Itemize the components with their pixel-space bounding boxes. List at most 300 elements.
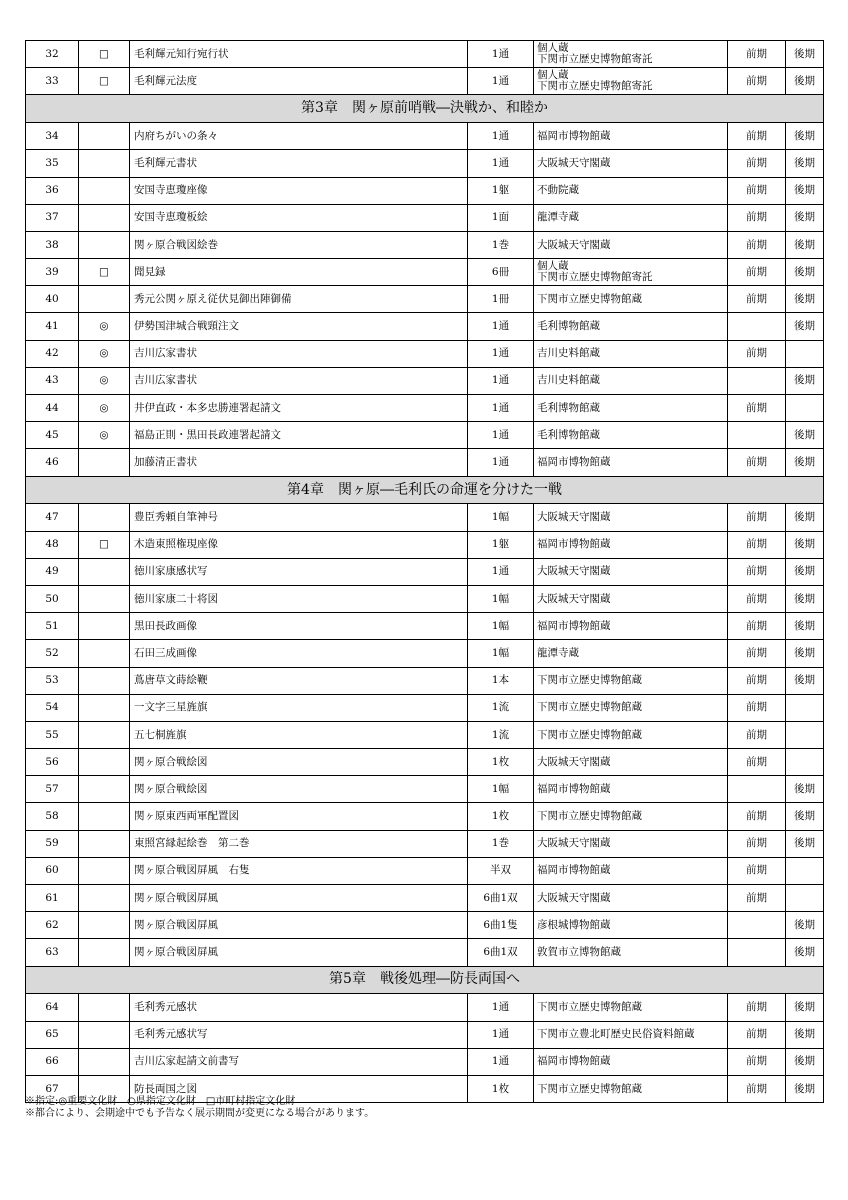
- designation-mark: [79, 857, 130, 884]
- early-period: 前期: [728, 585, 786, 612]
- item-owner: [534, 422, 728, 449]
- table-row: [26, 313, 824, 340]
- schedule-change-note: ※都合により、会期途中でも予告なく展示期間が変更になる場合があります。: [25, 1108, 375, 1119]
- owner-line: 福岡市博物館蔵: [537, 129, 611, 142]
- early-period: 前期: [728, 885, 786, 912]
- owner-line: 下関市立歴史博物館蔵: [537, 701, 642, 714]
- late-period: [786, 857, 824, 884]
- table-row: [26, 803, 824, 830]
- late-period: 後期: [786, 912, 824, 939]
- table-row: [26, 1048, 824, 1075]
- late-period: 後期: [786, 313, 824, 340]
- item-title: 関ヶ原合戦図屏風: [130, 885, 468, 912]
- early-period: [728, 367, 786, 394]
- table-row: [26, 177, 824, 204]
- item-title: 豊臣秀頼自筆神号: [130, 504, 468, 531]
- owner-line: 吉川史料館蔵: [537, 374, 600, 387]
- item-owner: [534, 504, 728, 531]
- early-period: [728, 422, 786, 449]
- owner-line: 下関市立歴史博物館蔵: [537, 728, 642, 741]
- owner-line: 大阪城天守閣蔵: [537, 891, 611, 904]
- early-period: 前期: [728, 504, 786, 531]
- item-owner: [534, 1021, 728, 1048]
- designation-mark: [79, 204, 130, 231]
- item-quantity: 1通: [468, 123, 534, 150]
- late-period: 後期: [786, 204, 824, 231]
- early-period: [728, 313, 786, 340]
- item-owner: [534, 531, 728, 558]
- owner-line: 大阪城天守閣蔵: [537, 837, 611, 850]
- early-period: 前期: [728, 231, 786, 258]
- item-quantity: 1本: [468, 667, 534, 694]
- designation-mark: [79, 803, 130, 830]
- chapter-title: 第4章 関ヶ原―毛利氏の命運を分けた一戦: [26, 476, 824, 504]
- table-row: [26, 885, 824, 912]
- table-row: [26, 150, 824, 177]
- designation-mark: [79, 150, 130, 177]
- item-number: 59: [26, 830, 79, 857]
- owner-line: 下関市立歴史博物館蔵: [537, 1082, 642, 1095]
- designation-mark: ◎: [79, 422, 130, 449]
- designation-mark: □: [79, 531, 130, 558]
- early-period: [728, 776, 786, 803]
- table-row: [26, 422, 824, 449]
- item-title: 井伊直政・本多忠勝連署起請文: [130, 395, 468, 422]
- item-owner: [534, 367, 728, 394]
- item-quantity: 1通: [468, 994, 534, 1021]
- owner-line: 吉川史料館蔵: [537, 347, 600, 360]
- footnotes: [25, 1096, 374, 1120]
- item-number: 58: [26, 803, 79, 830]
- item-number: 37: [26, 204, 79, 231]
- item-quantity: 半双: [468, 857, 534, 884]
- item-number: 60: [26, 857, 79, 884]
- late-period: [786, 395, 824, 422]
- designation-mark: [79, 885, 130, 912]
- item-owner: [534, 150, 728, 177]
- early-period: 前期: [728, 694, 786, 721]
- late-period: [786, 749, 824, 776]
- item-quantity: 1通: [468, 395, 534, 422]
- late-period: [786, 340, 824, 367]
- item-number: 65: [26, 1021, 79, 1048]
- item-number: 39: [26, 259, 79, 286]
- item-quantity: 6曲1双: [468, 939, 534, 966]
- item-number: 62: [26, 912, 79, 939]
- item-owner: [534, 721, 728, 748]
- exhibit-rows: [26, 41, 824, 1103]
- item-quantity: 1幅: [468, 504, 534, 531]
- early-period: 前期: [728, 994, 786, 1021]
- late-period: 後期: [786, 558, 824, 585]
- late-period: 後期: [786, 1021, 824, 1048]
- item-owner: [534, 259, 728, 286]
- table-row: [26, 68, 824, 95]
- early-period: 前期: [728, 123, 786, 150]
- early-period: 前期: [728, 204, 786, 231]
- designation-legend-note: ※指定:◎重要文化財 ○県指定文化財 □市町村指定文化財: [25, 1096, 296, 1107]
- item-title: 関ヶ原合戦絵図: [130, 749, 468, 776]
- late-period: 後期: [786, 150, 824, 177]
- item-title: 吉川広家書状: [130, 340, 468, 367]
- owner-line: 大阪城天守閣蔵: [537, 511, 611, 523]
- item-quantity: 1幅: [468, 776, 534, 803]
- owner-line: 大阪城天守閣蔵: [537, 156, 611, 169]
- late-period: 後期: [786, 830, 824, 857]
- item-title: 黒田長政画像: [130, 613, 468, 640]
- item-title: 関ヶ原東西両軍配置図: [130, 803, 468, 830]
- item-title: 内府ちがいの条々: [130, 123, 468, 150]
- early-period: 前期: [728, 1075, 786, 1102]
- item-owner: [534, 123, 728, 150]
- item-owner: [534, 694, 728, 721]
- designation-mark: ◎: [79, 340, 130, 367]
- item-owner: [534, 231, 728, 258]
- item-quantity: 1通: [468, 340, 534, 367]
- item-owner: [534, 749, 728, 776]
- early-period: 前期: [728, 68, 786, 95]
- owner-line: 大阪城天守閣蔵: [537, 592, 611, 605]
- item-title: 防長両国之図: [130, 1075, 468, 1102]
- late-period: 後期: [786, 68, 824, 95]
- item-title: 毛利秀元感状: [130, 994, 468, 1021]
- early-period: 前期: [728, 531, 786, 558]
- owner-line: 大阪城天守閣蔵: [537, 565, 611, 578]
- item-number: 44: [26, 395, 79, 422]
- item-quantity: 1幅: [468, 585, 534, 612]
- owner-line: 個人蔵: [537, 260, 569, 273]
- item-owner: [534, 939, 728, 966]
- owner-line: 毛利博物館蔵: [537, 428, 600, 441]
- item-quantity: 1面: [468, 204, 534, 231]
- item-quantity: 1通: [468, 449, 534, 476]
- item-quantity: 1巻: [468, 231, 534, 258]
- table-row: [26, 531, 824, 558]
- early-period: 前期: [728, 857, 786, 884]
- chapter-header-row: [26, 966, 824, 994]
- early-period: 前期: [728, 558, 786, 585]
- item-owner: [534, 286, 728, 313]
- early-period: 前期: [728, 449, 786, 476]
- item-number: 64: [26, 994, 79, 1021]
- table-row: [26, 449, 824, 476]
- early-period: 前期: [728, 613, 786, 640]
- owner-line: 下関市立歴史博物館寄託: [537, 53, 653, 66]
- table-row: [26, 123, 824, 150]
- item-title: 木造東照権現座像: [130, 531, 468, 558]
- designation-mark: [79, 558, 130, 585]
- early-period: 前期: [728, 830, 786, 857]
- item-owner: [534, 994, 728, 1021]
- item-number: 47: [26, 504, 79, 531]
- early-period: 前期: [728, 259, 786, 286]
- item-title: 毛利秀元感状写: [130, 1021, 468, 1048]
- early-period: 前期: [728, 340, 786, 367]
- designation-mark: [79, 177, 130, 204]
- item-number: 45: [26, 422, 79, 449]
- item-number: 56: [26, 749, 79, 776]
- item-quantity: 1通: [468, 41, 534, 68]
- item-title: 関ヶ原合戦図絵巻: [130, 231, 468, 258]
- item-number: 63: [26, 939, 79, 966]
- late-period: 後期: [786, 531, 824, 558]
- designation-mark: [79, 830, 130, 857]
- table-row: [26, 749, 824, 776]
- item-owner: [534, 640, 728, 667]
- late-period: 後期: [786, 449, 824, 476]
- owner-line: 個人蔵: [537, 42, 569, 55]
- item-title: 東照宮縁起絵巻 第二巻: [130, 830, 468, 857]
- table-row: [26, 340, 824, 367]
- item-owner: [534, 667, 728, 694]
- owner-line: 龍潭寺蔵: [537, 211, 579, 224]
- table-row: [26, 912, 824, 939]
- owner-line: 福岡市博物館蔵: [537, 619, 611, 632]
- item-quantity: 1通: [468, 367, 534, 394]
- table-row: [26, 1021, 824, 1048]
- item-number: 54: [26, 694, 79, 721]
- item-title: 秀元公関ヶ原え従伏見御出陣御備: [130, 286, 468, 313]
- item-quantity: 1巻: [468, 830, 534, 857]
- late-period: 後期: [786, 1048, 824, 1075]
- item-title: 吉川広家起請文前書写: [130, 1048, 468, 1075]
- item-title: 一文字三星旌旗: [130, 694, 468, 721]
- item-quantity: 1躯: [468, 177, 534, 204]
- item-number: 53: [26, 667, 79, 694]
- owner-line: 福岡市博物館蔵: [537, 538, 611, 551]
- late-period: 後期: [786, 939, 824, 966]
- owner-line: 敦賀市立博物館蔵: [537, 946, 621, 958]
- table-row: [26, 721, 824, 748]
- item-owner: [534, 558, 728, 585]
- item-owner: [534, 395, 728, 422]
- owner-line: 下関市立歴史博物館寄託: [537, 80, 653, 93]
- late-period: 後期: [786, 422, 824, 449]
- table-row: [26, 640, 824, 667]
- early-period: 前期: [728, 150, 786, 177]
- late-period: 後期: [786, 286, 824, 313]
- item-number: 67: [26, 1075, 79, 1102]
- table-row: [26, 286, 824, 313]
- item-title: 関ヶ原合戦図屏風 右隻: [130, 857, 468, 884]
- item-quantity: 1幅: [468, 640, 534, 667]
- designation-mark: □: [79, 259, 130, 286]
- item-number: 57: [26, 776, 79, 803]
- early-period: 前期: [728, 721, 786, 748]
- early-period: 前期: [728, 286, 786, 313]
- item-title: 毛利輝元知行宛行状: [130, 41, 468, 68]
- item-quantity: 1通: [468, 1021, 534, 1048]
- item-quantity: 1枚: [468, 1075, 534, 1102]
- item-number: 40: [26, 286, 79, 313]
- table-row: [26, 667, 824, 694]
- item-title: 聞見録: [130, 259, 468, 286]
- item-owner: [534, 1075, 728, 1102]
- late-period: 後期: [786, 613, 824, 640]
- designation-mark: ◎: [79, 313, 130, 340]
- item-number: 32: [26, 41, 79, 68]
- item-quantity: 1通: [468, 68, 534, 95]
- item-number: 49: [26, 558, 79, 585]
- item-title: 毛利輝元書状: [130, 150, 468, 177]
- item-owner: [534, 204, 728, 231]
- owner-line: 下関市立豊北町歴史民俗資料館蔵: [537, 1028, 695, 1041]
- early-period: 前期: [728, 1048, 786, 1075]
- designation-mark: [79, 749, 130, 776]
- exhibit-table: [25, 40, 824, 1103]
- owner-line: 不動院蔵: [537, 184, 579, 197]
- item-owner: [534, 177, 728, 204]
- item-owner: [534, 885, 728, 912]
- item-quantity: 1通: [468, 558, 534, 585]
- owner-line: 福岡市博物館蔵: [537, 1055, 611, 1068]
- early-period: 前期: [728, 667, 786, 694]
- table-row: [26, 395, 824, 422]
- item-owner: [534, 857, 728, 884]
- late-period: 後期: [786, 504, 824, 531]
- item-number: 34: [26, 123, 79, 150]
- table-row: [26, 231, 824, 258]
- owner-line: 下関市立歴史博物館蔵: [537, 292, 642, 305]
- late-period: 後期: [786, 177, 824, 204]
- item-owner: [534, 340, 728, 367]
- owner-line: 下関市立歴史博物館寄託: [537, 271, 653, 284]
- early-period: 前期: [728, 640, 786, 667]
- item-owner: [534, 803, 728, 830]
- chapter-title: 第3章 関ヶ原前哨戦―決戦か、和睦か: [26, 95, 824, 123]
- designation-mark: [79, 939, 130, 966]
- late-period: 後期: [786, 585, 824, 612]
- table-row: [26, 939, 824, 966]
- item-number: 66: [26, 1048, 79, 1075]
- item-number: 35: [26, 150, 79, 177]
- designation-mark: [79, 504, 130, 531]
- table-row: [26, 367, 824, 394]
- owner-line: 個人蔵: [537, 69, 569, 82]
- item-number: 61: [26, 885, 79, 912]
- chapter-title: 第5章 戦後処理―防長両国へ: [26, 966, 824, 994]
- owner-line: 福岡市博物館蔵: [537, 864, 611, 877]
- early-period: 前期: [728, 1021, 786, 1048]
- item-title: 徳川家康二十将図: [130, 585, 468, 612]
- item-number: 46: [26, 449, 79, 476]
- table-row: [26, 558, 824, 585]
- item-quantity: 1枚: [468, 803, 534, 830]
- designation-mark: [79, 585, 130, 612]
- designation-mark: [79, 994, 130, 1021]
- table-row: [26, 857, 824, 884]
- early-period: 前期: [728, 803, 786, 830]
- designation-mark: [79, 449, 130, 476]
- late-period: 後期: [786, 41, 824, 68]
- item-title: 関ヶ原合戦図屏風: [130, 912, 468, 939]
- item-quantity: 6曲1双: [468, 885, 534, 912]
- item-title: 福島正則・黒田長政連署起請文: [130, 422, 468, 449]
- designation-mark: [79, 613, 130, 640]
- item-title: 徳川家康感状写: [130, 558, 468, 585]
- item-title: 毛利輝元法度: [130, 68, 468, 95]
- table-row: [26, 504, 824, 531]
- item-number: 42: [26, 340, 79, 367]
- owner-line: 彦根城博物館蔵: [537, 918, 611, 931]
- item-title: 関ヶ原合戦絵図: [130, 776, 468, 803]
- owner-line: 福岡市博物館蔵: [537, 782, 611, 795]
- designation-mark: [79, 1021, 130, 1048]
- item-quantity: 1枚: [468, 749, 534, 776]
- late-period: 後期: [786, 259, 824, 286]
- item-owner: [534, 41, 728, 68]
- item-quantity: 1冊: [468, 286, 534, 313]
- late-period: [786, 694, 824, 721]
- item-title: 安国寺恵瓊板絵: [130, 204, 468, 231]
- late-period: 後期: [786, 231, 824, 258]
- item-title: 五七桐旌旗: [130, 721, 468, 748]
- designation-mark: [79, 640, 130, 667]
- item-number: 33: [26, 68, 79, 95]
- item-quantity: 1流: [468, 694, 534, 721]
- item-owner: [534, 613, 728, 640]
- late-period: 後期: [786, 123, 824, 150]
- item-quantity: 1幅: [468, 613, 534, 640]
- exhibit-list-sheet: [25, 40, 823, 1103]
- late-period: 後期: [786, 776, 824, 803]
- late-period: 後期: [786, 640, 824, 667]
- item-quantity: 6曲1隻: [468, 912, 534, 939]
- item-quantity: 1通: [468, 1048, 534, 1075]
- designation-mark: [79, 231, 130, 258]
- item-number: 50: [26, 585, 79, 612]
- table-row: [26, 776, 824, 803]
- item-number: 36: [26, 177, 79, 204]
- item-number: 43: [26, 367, 79, 394]
- item-title: 吉川広家書状: [130, 367, 468, 394]
- early-period: [728, 912, 786, 939]
- early-period: [728, 939, 786, 966]
- item-title: 蔦唐草文蒔絵鞭: [130, 667, 468, 694]
- item-number: 51: [26, 613, 79, 640]
- late-period: 後期: [786, 667, 824, 694]
- item-owner: [534, 1048, 728, 1075]
- chapter-header-row: [26, 95, 824, 123]
- item-quantity: 1躯: [468, 531, 534, 558]
- owner-line: 下関市立歴史博物館蔵: [537, 674, 642, 687]
- designation-mark: [79, 912, 130, 939]
- owner-line: 下関市立歴史博物館蔵: [537, 810, 642, 823]
- late-period: [786, 721, 824, 748]
- item-title: 安国寺恵瓊座像: [130, 177, 468, 204]
- owner-line: 福岡市博物館蔵: [537, 456, 611, 469]
- item-owner: [534, 776, 728, 803]
- item-owner: [534, 912, 728, 939]
- item-owner: [534, 585, 728, 612]
- item-number: 41: [26, 313, 79, 340]
- table-row: [26, 994, 824, 1021]
- designation-mark: ◎: [79, 395, 130, 422]
- owner-line: 毛利博物館蔵: [537, 320, 600, 333]
- late-period: [786, 885, 824, 912]
- designation-mark: [79, 1048, 130, 1075]
- item-title: 伊勢国津城合戦頸注文: [130, 313, 468, 340]
- table-row: [26, 613, 824, 640]
- late-period: 後期: [786, 994, 824, 1021]
- item-number: 55: [26, 721, 79, 748]
- chapter-header-row: [26, 476, 824, 504]
- designation-mark: [79, 286, 130, 313]
- owner-line: 大阪城天守閣蔵: [537, 238, 611, 251]
- owner-line: 下関市立歴史博物館蔵: [537, 1000, 642, 1013]
- designation-mark: ◎: [79, 367, 130, 394]
- item-number: 52: [26, 640, 79, 667]
